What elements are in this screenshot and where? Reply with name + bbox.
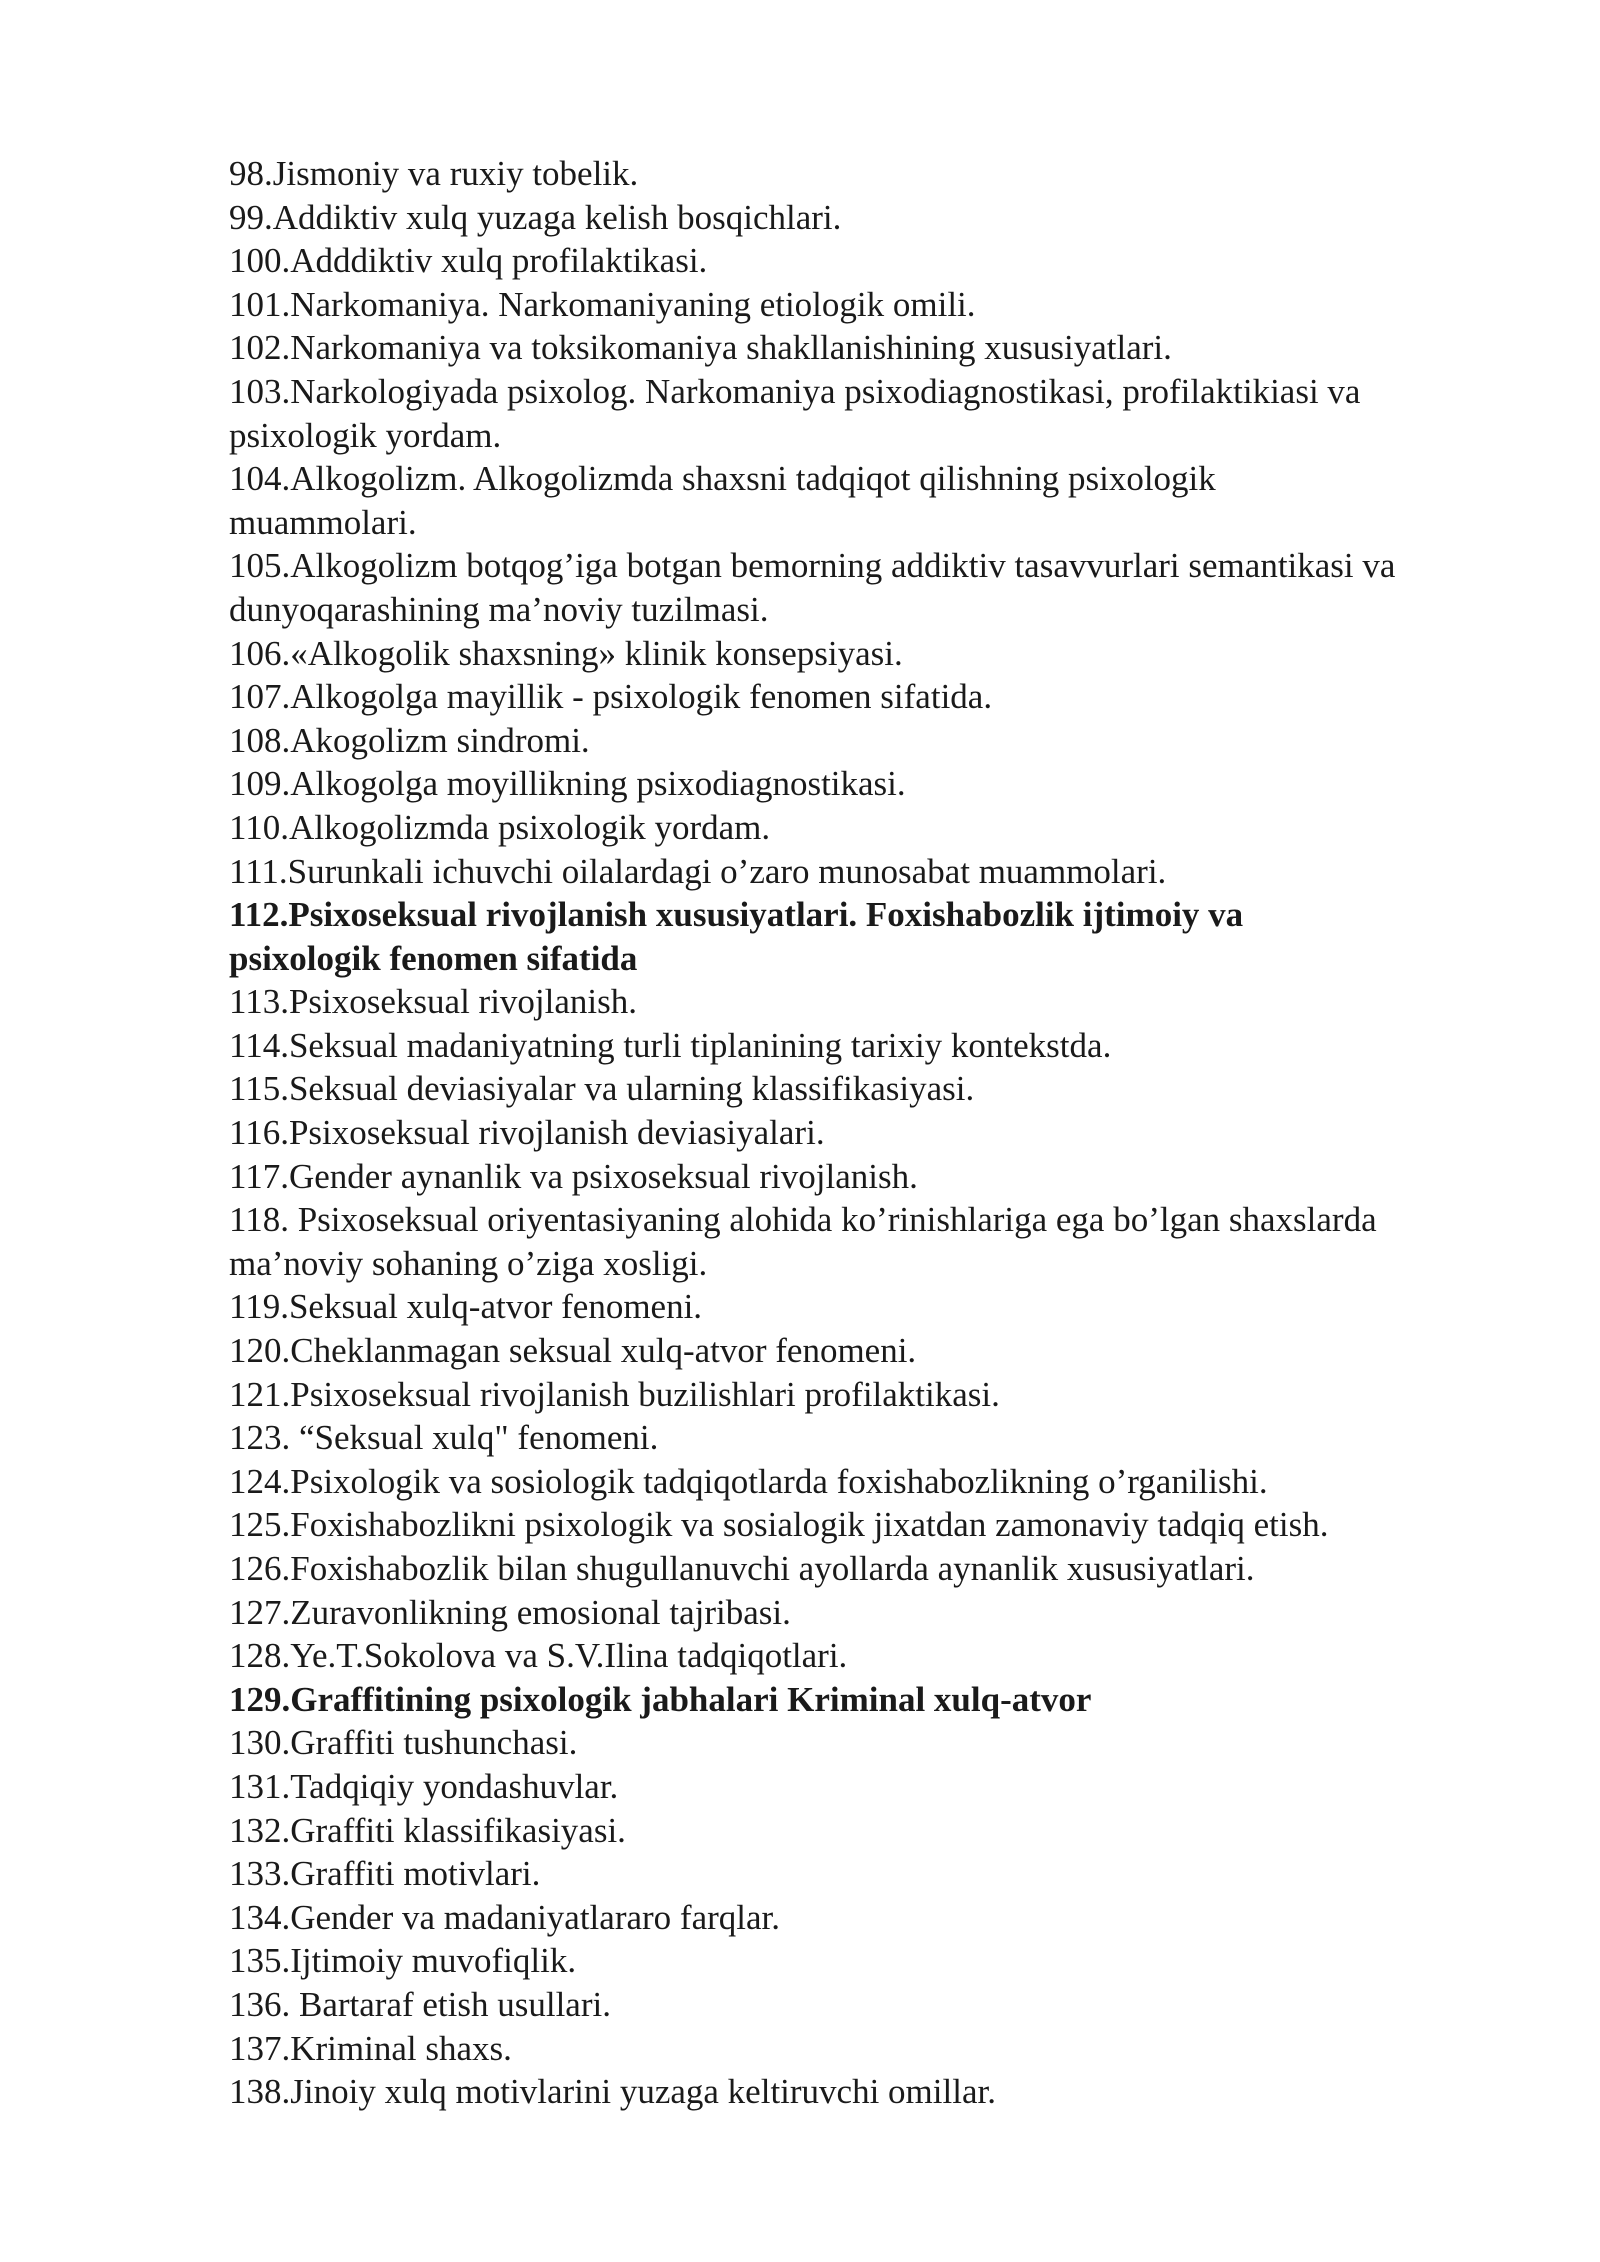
list-item: 123. “Seksual xulq" fenomeni. [229,1418,659,1458]
list-item: 124.Psixologik va sosiologik tadqiqotlarda foxishabozlikning o’rganilishi. [229,1461,1268,1501]
list-item: 110.Alkogolizmda psixologik yordam. [229,807,771,847]
list-item: muammolari. [229,502,417,542]
list-item: 117.Gender aynanlik va psixoseksual rivojlanish. [229,1156,918,1196]
list-item: 109.Alkogolga moyillikning psixodiagnostikasi. [229,764,906,804]
list-item: 121.Psixoseksual rivojlanish buzilishlari profilaktikasi. [229,1374,1000,1414]
section-heading: 112.Psixoseksual rivojlanish xususiyatlari. Foxishabozlik ijtimoiy va [229,895,1244,935]
list-item: 138.Jinoiy xulq motivlarini yuzaga keltiruvchi omillar. [229,2072,996,2112]
list-item: 116.Psixoseksual rivojlanish deviasiyalari. [229,1113,825,1153]
list-item: 114.Seksual madaniyatning turli tiplanining tarixiy kontekstda. [229,1025,1112,1065]
list-item: 99.Addiktiv xulq yuzaga kelish bosqichlari. [229,197,842,237]
list-item: 125.Foxishabozlikni psixologik va sosialogik jixatdan zamonaviy tadqiq etish. [229,1505,1329,1545]
list-item: 107.Alkogolga mayillik - psixologik fenomen sifatida. [229,677,993,717]
list-item: 104.Alkogolizm. Alkogolizmda shaxsni tadqiqot qilishning psixologik [229,459,1216,499]
section-heading: 129.Graffitining psixologik jabhalari Kriminal xulq-atvor [229,1679,1092,1719]
list-item: 127.Zuravonlikning emosional tajribasi. [229,1592,791,1632]
list-item: 135.Ijtimoiy muvofiqlik. [229,1941,577,1981]
list-item: 131.Tadqiqiy yondashuvlar. [229,1766,619,1806]
list-item: 115.Seksual deviasiyalar va ularning klassifikasiyasi. [229,1069,975,1109]
list-item: 102.Narkomaniya va toksikomaniya shakllanishining xususiyatlari. [229,328,1172,368]
list-item: 105.Alkogolizm botqog’iga botgan bemorning addiktiv tasavvurlari semantikasi va [229,546,1396,586]
list-item: 136. Bartaraf etish usullari. [229,1984,611,2024]
list-item: 106.«Alkogolik shaxsning» klinik konsepsiyasi. [229,633,903,673]
list-item: 126.Foxishabozlik bilan shugullanuvchi ayollarda aynanlik xususiyatlari. [229,1549,1255,1588]
list-item: 119.Seksual xulq-atvor fenomeni. [229,1287,703,1327]
list-item: 128.Ye.T.Sokolova va S.V.Ilina tadqiqotlari. [229,1636,848,1676]
list-item: 98.Jismoniy va ruxiy tobelik. [229,154,639,193]
list-item: 103.Narkologiyada psixolog. Narkomaniya psixodiagnostikasi, profilaktikiasi va [229,371,1361,411]
list-item: 100.Adddiktiv xulq profilaktikasi. [229,241,708,281]
list-item: psixologik yordam. [229,415,502,455]
list-item: 133.Graffiti motivlari. [229,1854,541,1894]
list-item: 137.Kriminal shaxs. [229,2028,512,2068]
document-body [229,152,1529,2114]
list-item: 113.Psixoseksual rivojlanish. [229,982,638,1022]
list-item: dunyoqarashining ma’noviy tuzilmasi. [229,589,769,629]
list-item: 111.Surunkali ichuvchi oilalardagi o’zaro munosabat muammolari. [229,851,1167,891]
list-item: ma’noviy sohaning o’ziga xosligi. [229,1243,708,1283]
list-item: 118. Psixoseksual oriyentasiyaning alohida ko’rinishlariga ega bo’lgan shaxslarda [229,1200,1377,1240]
list-item: 132.Graffiti klassifikasiyasi. [229,1810,626,1850]
list-item: 101.Narkomaniya. Narkomaniyaning etiologik omili. [229,284,976,324]
list-item: 120.Cheklanmagan seksual xulq-atvor fenomeni. [229,1331,917,1371]
list-item: 134.Gender va madaniyatlararo farqlar. [229,1897,780,1937]
list-item: 108.Akogolizm sindromi. [229,720,590,760]
list-item: 130.Graffiti tushunchasi. [229,1723,578,1763]
section-heading: psixologik fenomen sifatida [229,938,638,978]
